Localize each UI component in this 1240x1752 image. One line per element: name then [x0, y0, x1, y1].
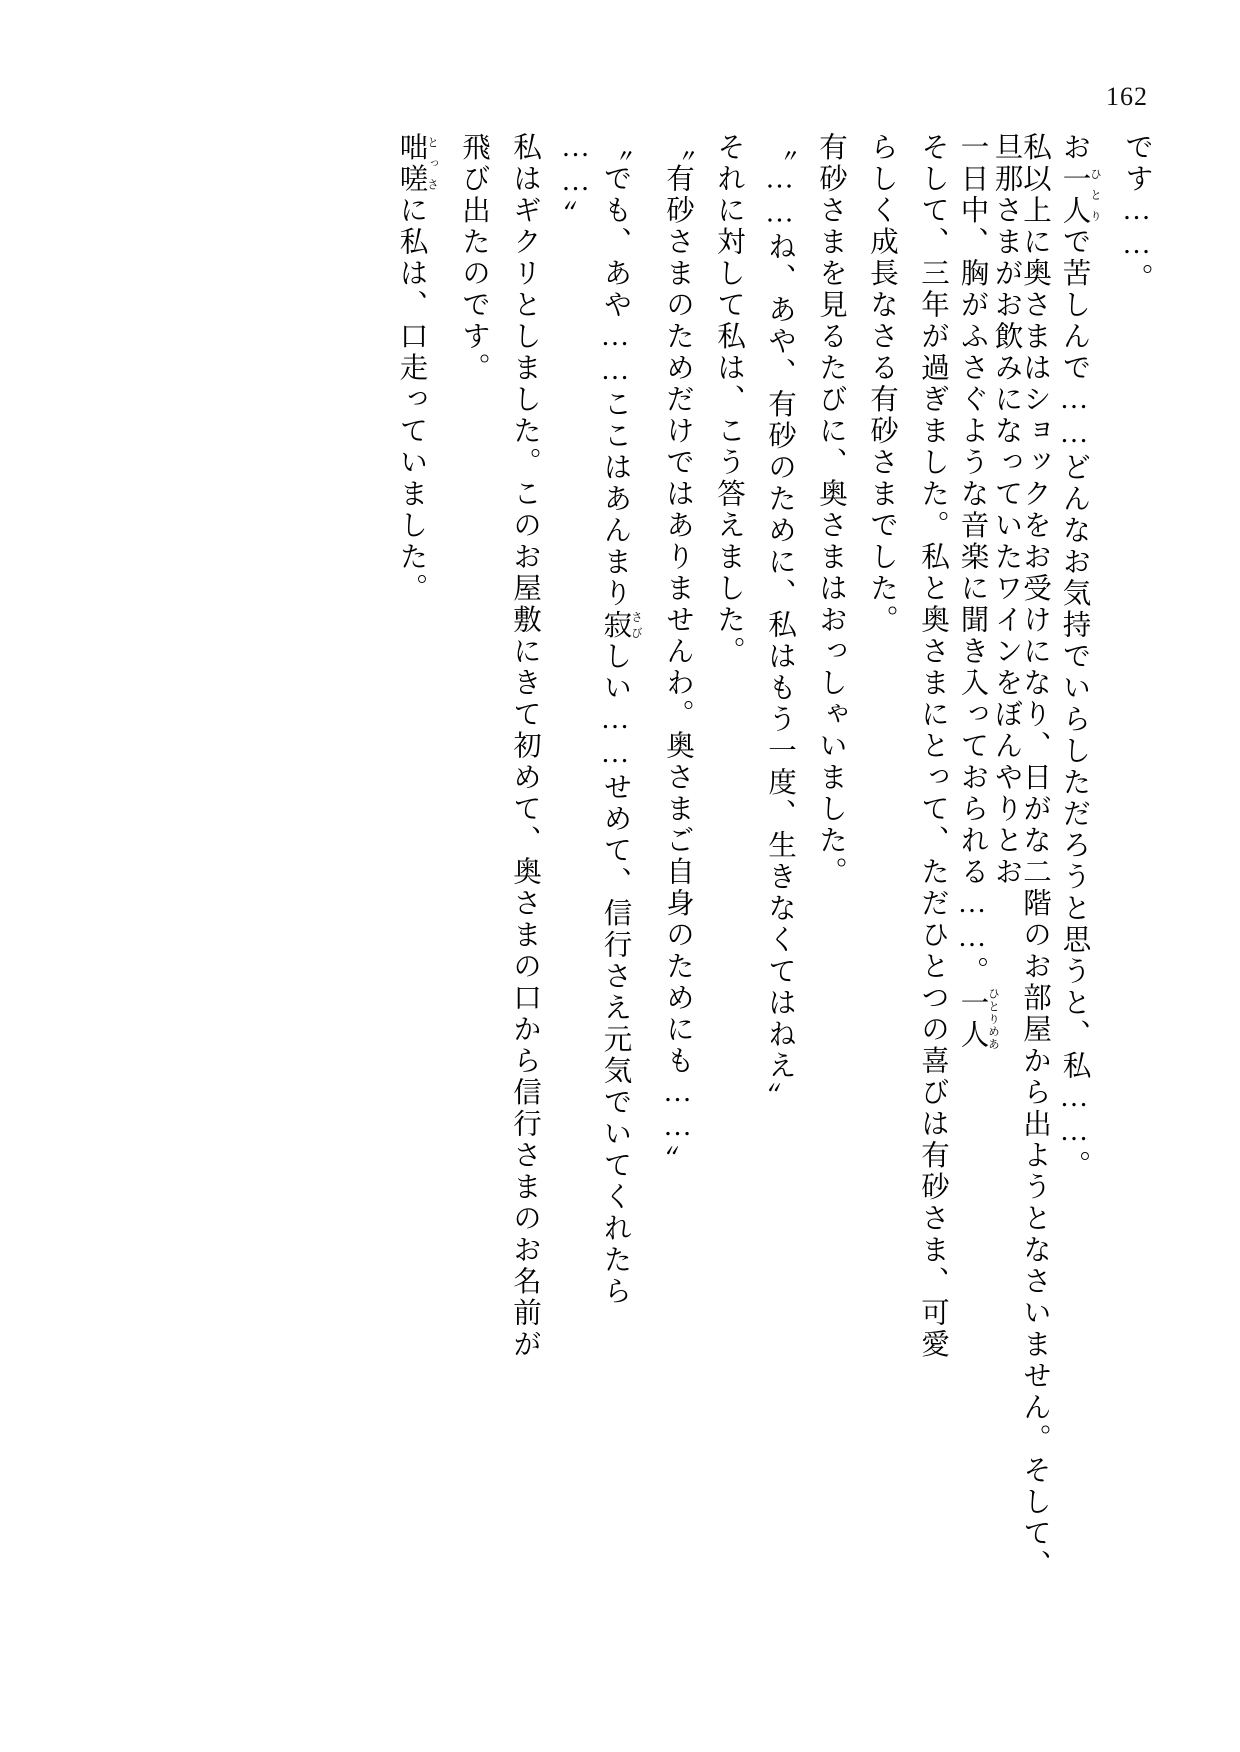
ruby-base: 咄嗟 [395, 132, 427, 195]
column-text: それに対して私は、こう答えました。 [713, 132, 744, 668]
text-column [1050, 132, 1101, 1602]
column-text: 〝有砂さまのためだけではありませんわ。奥さまご自身のためにも……〟 [662, 132, 693, 1177]
ruby-base: 一人 [1058, 163, 1090, 227]
column-text: 私以上に奥さまはショックをお受けになり、日がな二階のお部屋から出ようとなさいません。そして、旦那さまがお飲みになっていたワインをぼんやりとお [990, 132, 1050, 1581]
column-text: ……〟 [560, 132, 591, 232]
ruby-annotation [1058, 163, 1101, 227]
text-column [693, 132, 744, 1602]
column-text: です……。 [1121, 132, 1152, 295]
text-column [540, 132, 591, 1602]
text-column [897, 132, 948, 1602]
ruby-annotation [956, 987, 999, 1051]
page-number: 162 [1106, 82, 1148, 111]
text-column [744, 132, 795, 1602]
text-column [795, 132, 846, 1602]
ruby-text: とっさ [426, 132, 438, 195]
text-column [846, 132, 897, 1602]
ruby-base: 寂 [599, 609, 631, 641]
column-text: 私はギクリとしました。このお屋敷にきて初めて、奥さまの口から信行さまのお名前が [509, 132, 540, 1361]
column-text: 有砂さまを見るたびに、奥さまはおっしゃいました。 [815, 132, 846, 888]
column-text-part: に私は、口走っていました。 [395, 195, 427, 605]
column-text: らしく成長なさる有砂さまでした。 [866, 132, 897, 636]
text-column [438, 132, 489, 1602]
column-text-part: お [1058, 132, 1090, 164]
text-column [591, 132, 642, 1602]
column-text: 飛び出たのです。 [458, 132, 489, 384]
ruby-base: 一人 [956, 987, 988, 1051]
column-text-part: 〝でも、あや……ここはあんまり [599, 132, 631, 610]
column-text-part: 一日中、胸がふさぐような音楽に聞き入っておられる……。 [956, 132, 988, 988]
column-text-part: で苦しんで……どんなお気持でいらしただろうと思うと、私……。 [1058, 226, 1090, 1182]
column-text: 〝……ね、あや、有砂のために、私はもう一度、生きなくてはねえ〟 [764, 132, 795, 1114]
vertical-text-block [120, 132, 1152, 1602]
text-column [1101, 132, 1152, 1602]
ruby-annotation [395, 132, 438, 195]
text-column [387, 132, 438, 1602]
column-text: そして、三年が過ぎました。私と奥さまにとって、ただひとつの喜びは有砂さま、可愛 [917, 132, 948, 1361]
ruby-text: ひとりめあ [987, 987, 999, 1051]
ruby-text: ひとり [1089, 163, 1101, 227]
column-text-part: しい……せめて、信行さえ元気でいてくれたら [599, 641, 631, 1308]
ruby-text: さび [630, 609, 642, 641]
text-column [489, 132, 540, 1602]
text-column [642, 132, 693, 1602]
ruby-annotation [599, 609, 642, 642]
